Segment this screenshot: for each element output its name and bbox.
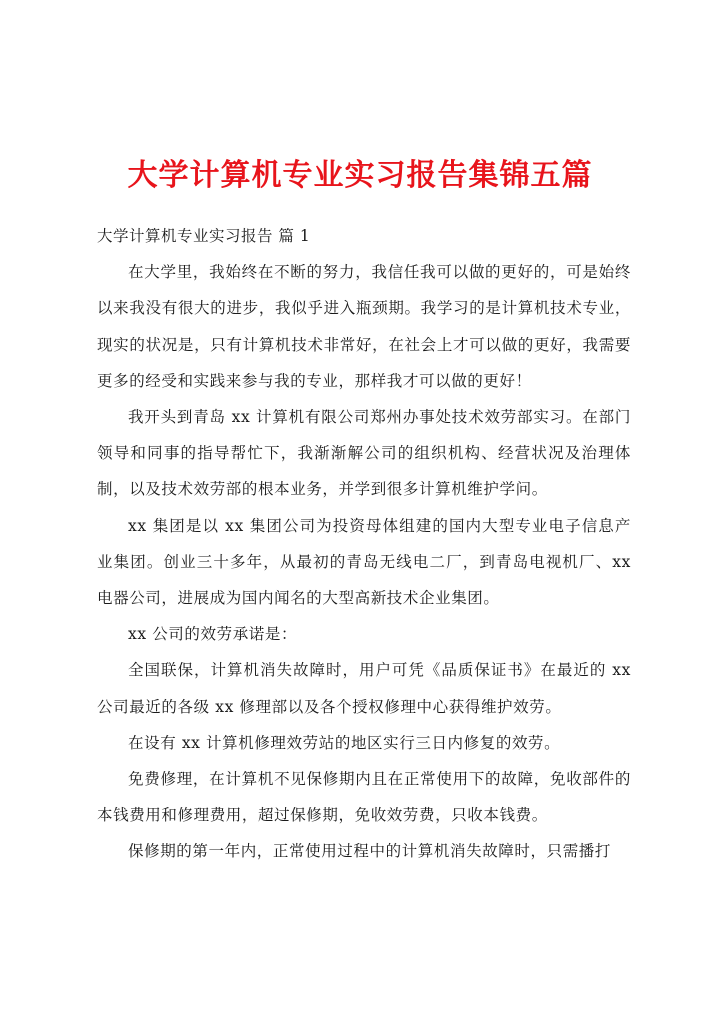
document-body xyxy=(97,218,631,870)
paragraph: 在设有 xx 计算机修理效劳站的地区实行三日内修复的效劳。 xyxy=(128,733,561,752)
paragraph: 免费修理，在计算机不见保修期内且在正常使用下的故障，免收部件的本钱费用和修理费用，超过保修期，免收效劳费，只收本钱费。 xyxy=(97,770,631,825)
paragraph: 全国联保，计算机消失故障时，用户可凭《品质保证书》在最近的 xx 公司最近的各级 xx 修理部以及各个授权修理中心获得维护效劳。 xyxy=(97,661,631,716)
section-heading: 大学计算机专业实习报告 篇 1 xyxy=(97,227,311,245)
paragraph: 我开头到青岛 xx 计算机有限公司郑州办事处技术效劳部实习。在部门领导和同事的指导帮忙下，我渐渐解公司的组织机构、经营状况及治理体制，以及技术效劳部的根本业务，并学到很多计算机维护学问。 xyxy=(97,408,631,499)
paragraph: 保修期的第一年内，正常使用过程中的计算机消失故障时，只需播打 xyxy=(128,842,612,861)
paragraph: 在大学里，我始终在不断的努力，我信任我可以做的更好的，可是始终以来我没有很大的进步，我似乎进入瓶颈期。我学习的是计算机技术专业，现实的状况是，只有计算机技术非常好，在社会上才可以做的更好，我需要更多的经受和实践来参与我的专业，那样我才可以做的更好！ xyxy=(97,263,631,390)
paragraph: xx 公司的效劳承诺是： xyxy=(128,625,298,644)
document-title: 大学计算机专业实习报告集锦五篇 xyxy=(127,158,593,193)
paragraph: xx 集团是以 xx 集团公司为投资母体组建的国内大型专业电子信息产业集团。创业三十多年，从最初的青岛无线电二厂，到青岛电视机厂、xx 电器公司，进展成为国内闻名的大型高新技术企业集团。 xyxy=(97,516,631,608)
